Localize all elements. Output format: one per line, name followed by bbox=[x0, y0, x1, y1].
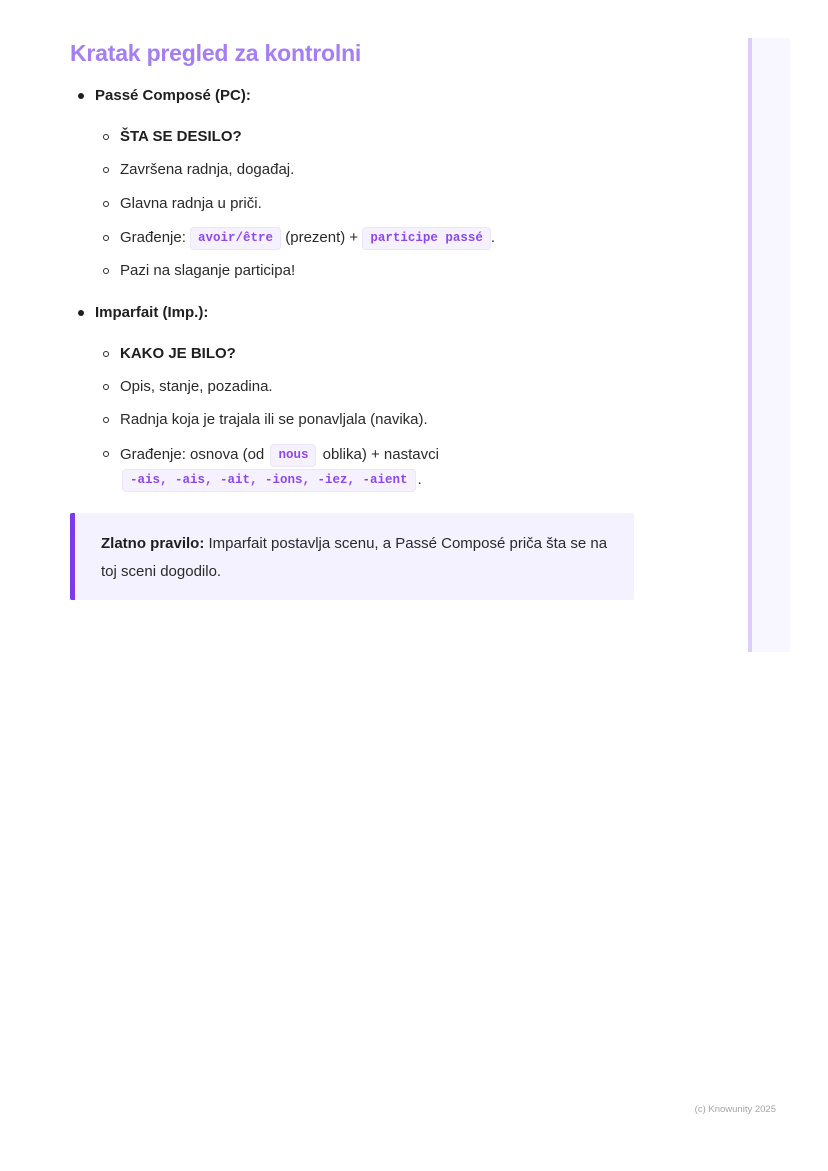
code-snippet: nous bbox=[270, 444, 316, 467]
list-item bbox=[103, 443, 643, 495]
list-item-formation bbox=[120, 442, 630, 492]
code-snippet: participe passé bbox=[362, 227, 491, 250]
circle-bullet-icon bbox=[103, 351, 109, 357]
circle-bullet-icon bbox=[103, 235, 109, 241]
bullet-icon bbox=[78, 93, 84, 99]
formation-middle: oblika) + nastavci bbox=[322, 446, 439, 463]
formation-prefix: Građenje: osnova (od bbox=[120, 446, 265, 463]
footer-copyright: (c) Knowunity 2025 bbox=[694, 1104, 776, 1115]
formation-suffix: . bbox=[490, 229, 496, 246]
circle-bullet-icon bbox=[103, 134, 109, 140]
list-item-text: Pazi na slaganje participa! bbox=[120, 262, 296, 279]
circle-bullet-icon bbox=[103, 417, 109, 423]
code-snippet: avoir/être bbox=[190, 227, 281, 250]
page-title: Kratak pregled za kontrolni bbox=[70, 40, 362, 66]
code-snippet: -ais, -ais, -ait, -ions, -iez, -aient bbox=[122, 469, 416, 492]
list-item-label: KAKO JE BILO? bbox=[120, 345, 236, 362]
circle-bullet-icon bbox=[103, 268, 109, 274]
callout-text bbox=[101, 530, 621, 586]
list-item-formation bbox=[120, 227, 495, 250]
list-item-label: ŠTA SE DESILO? bbox=[120, 128, 242, 145]
formation-prefix: Građenje: bbox=[120, 229, 186, 246]
bullet-icon bbox=[78, 310, 84, 316]
section-label: Imparfait (Imp.): bbox=[95, 304, 209, 321]
formation-suffix: . bbox=[417, 471, 422, 488]
callout-label: Zlatno pravilo: bbox=[101, 535, 205, 552]
section-label: Passé Composé (PC): bbox=[95, 87, 251, 104]
formation-middle: (prezent) + bbox=[285, 229, 359, 246]
circle-bullet-icon bbox=[103, 167, 109, 173]
list-item-text: Opis, stanje, pozadina. bbox=[120, 378, 273, 395]
list-item-text: Glavna radnja u priči. bbox=[120, 195, 262, 212]
circle-bullet-icon bbox=[103, 201, 109, 207]
side-panel bbox=[748, 38, 790, 652]
list-item-text: Završena radnja, događaj. bbox=[120, 161, 295, 178]
circle-bullet-icon bbox=[103, 384, 109, 390]
golden-rule-callout bbox=[70, 513, 634, 600]
callout-body: Imparfait postavlja scenu, a Passé Composé priča šta se na toj sceni dogodilo. bbox=[101, 535, 608, 580]
circle-bullet-icon bbox=[103, 451, 109, 457]
list-item-text: Radnja koja je trajala ili se ponavljala (navika). bbox=[120, 411, 428, 428]
